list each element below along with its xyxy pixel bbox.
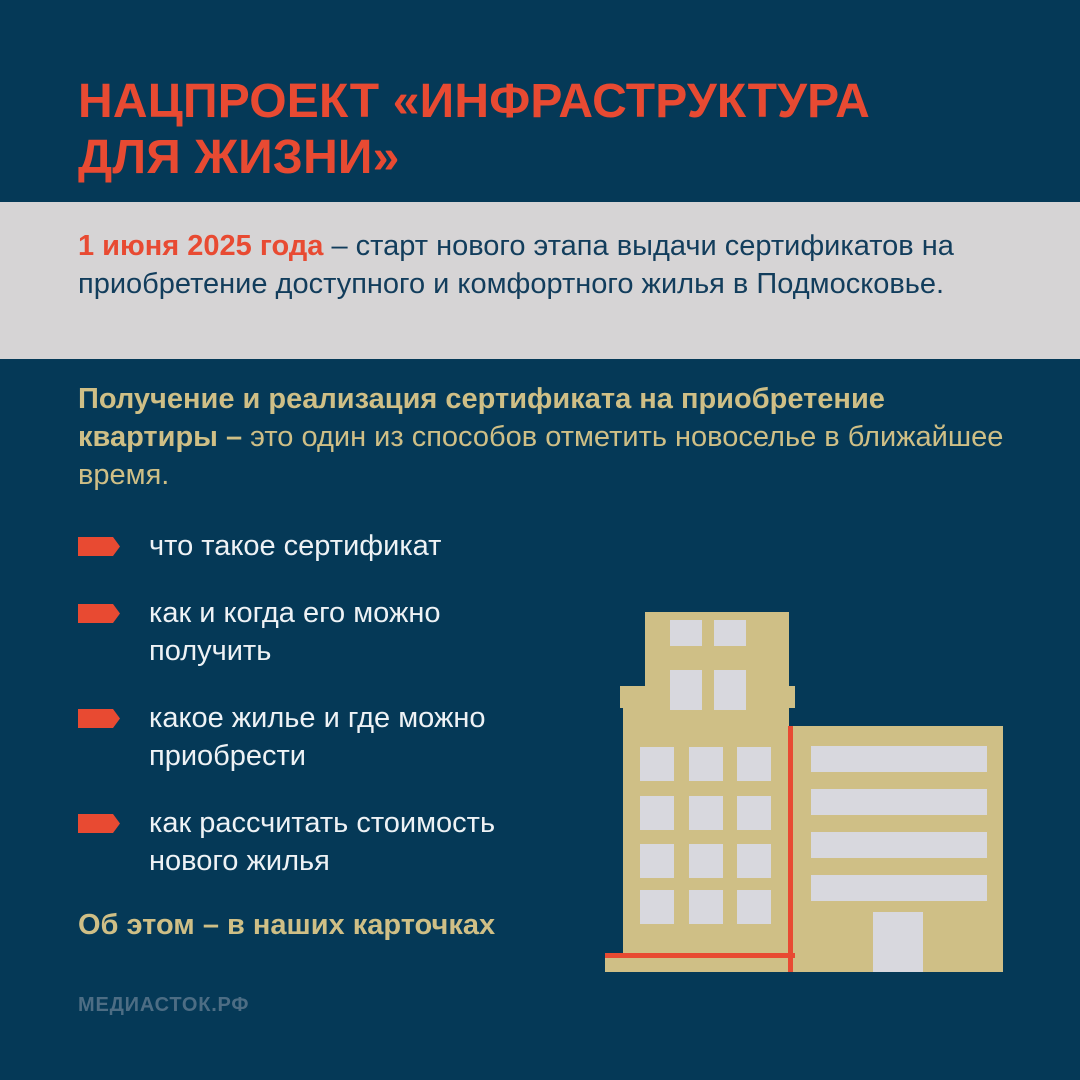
topic-item-how-when xyxy=(78,594,578,670)
topic-label: как рассчитать стоимость нового жилья xyxy=(149,807,496,877)
topic-list xyxy=(78,527,578,880)
topic-item-certificate xyxy=(78,527,578,565)
title-line-1: НАЦПРОЕКТ «ИНФРАСТРУКТУРА xyxy=(78,75,871,128)
announcement-date: 1 июня 2025 года xyxy=(78,230,324,262)
apartment-building-icon xyxy=(603,612,1003,972)
intro-paragraph xyxy=(78,380,1008,494)
lower-building xyxy=(793,726,1003,972)
announcement-text xyxy=(78,227,998,303)
brand-footer: МЕДИАСТОК.РФ xyxy=(78,994,250,1016)
title-line-2: ДЛЯ ЖИЗНИ» xyxy=(78,131,400,184)
red-divider-line xyxy=(788,726,793,972)
topic-label: как и когда его можно получить xyxy=(149,597,441,667)
cta-text: Об этом – в наших карточках xyxy=(78,909,496,941)
page-title xyxy=(78,75,978,190)
red-tag-arrow-icon xyxy=(78,604,120,623)
topic-label: какое жилье и где можно приобрести xyxy=(149,702,486,772)
topic-label: что такое сертификат xyxy=(149,530,442,562)
ground-base xyxy=(605,958,795,972)
topic-item-where xyxy=(78,699,578,775)
red-tag-arrow-icon xyxy=(78,709,120,728)
intro-text: это один из способов отметить новоселье в ближайшее время. xyxy=(78,421,1004,491)
announcement-band xyxy=(0,202,1080,359)
tower-building xyxy=(620,612,795,958)
red-tag-arrow-icon xyxy=(78,814,120,833)
red-tag-arrow-icon xyxy=(78,537,120,556)
topic-item-cost xyxy=(78,804,578,880)
intro-strong-text: Получение и реализация сертификата на приобретение квартиры – xyxy=(78,383,885,453)
red-ground-line xyxy=(605,953,795,958)
announcement-description: – старт нового этапа выдачи сертификатов на приобретение доступного и комфортного жилья в Подмосковье. xyxy=(78,230,954,300)
